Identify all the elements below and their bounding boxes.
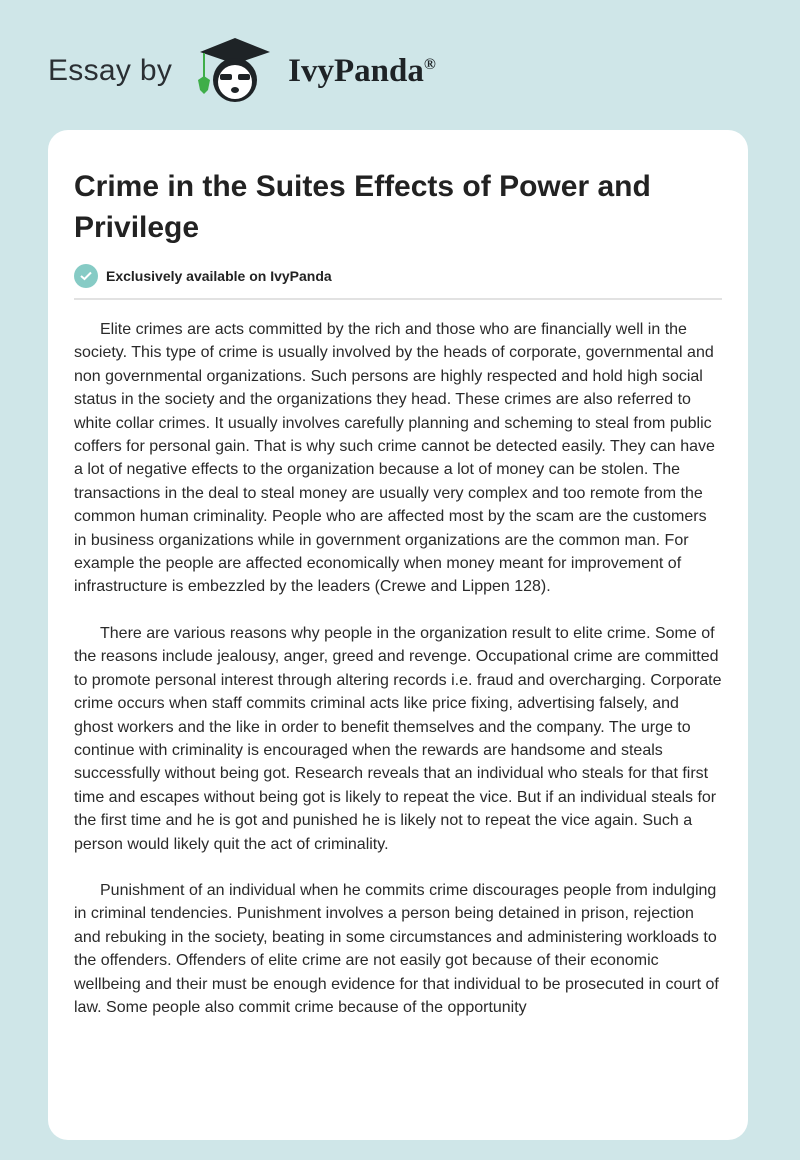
badge-text: Exclusively available on IvyPanda	[106, 268, 332, 284]
check-icon	[74, 264, 98, 288]
essay-card	[48, 130, 748, 1140]
brand-text: IvyPanda	[288, 52, 424, 89]
divider	[74, 298, 722, 300]
exclusive-badge	[74, 264, 722, 288]
brand-name[interactable]	[288, 53, 436, 90]
essay-body	[74, 318, 722, 1019]
essay-by-label: Essay by	[48, 54, 173, 87]
paragraph: There are various reasons why people in the organization result to elite crime. Some of the reasons include jealousy, anger, greed and revenge. Occupational crime are committed to promote personal interest through altering records i.e. fraud and overcharging. Corporate crime occurs when staff commits criminal acts like price fixing, advertising falsely, and ghost workers and the like in order to benefit themselves and the company. The urge to continue with criminality is encouraged when the rewards are handsome and steals successfully without being got. Research reveals that an individual who steals for that first time and escapes without being got is likely to repeat the vice. But if an individual steals for the first time and he is got and punished he is likely not to repeat the vice again. Such a person would likely quit the act of criminality.	[74, 624, 722, 853]
site-header	[48, 36, 436, 106]
ivypanda-logo-icon[interactable]	[190, 36, 280, 106]
paragraph: Punishment of an individual when he commits crime discourages people from indulging in criminal tendencies. Punishment involves a person being detained in prison, rejection and rebuking in the society, beating in some circumstances and administering workloads to the offenders. Offenders of elite crime are not easily got because of their economic wellbeing and their must be enough evidence for that individual to be prosecuted in court of law. Some people also commit crime because of the opportunity	[74, 881, 719, 1016]
paragraph: Elite crimes are acts committed by the rich and those who are financially well in the society. This type of crime is usually involved by the heads of corporate, governmental and non governmental organizations. Such persons are highly respected and hold high social status in the society and the organizations they head. These crimes are also referred to white collar crimes. It usually involves carefully planning and scheming to steal from public coffers for personal gain. That is why such crime cannot be detected easily. They can have a lot of negative effects to the organization because a lot of money can be stolen. The transactions in the deal to steal money are usually very complex and too remote from the common human criminality. People who are affected most by the scam are the customers in business organizations while in government organizations are the common man. For example the people are affected economically when money meant for improvement of infrastructure is embezzled by the leaders (Crewe and Lippen 128).	[74, 321, 715, 596]
page-title: Crime in the Suites Effects of Power and Privilege	[74, 170, 651, 244]
registered-mark: ®	[423, 55, 436, 73]
